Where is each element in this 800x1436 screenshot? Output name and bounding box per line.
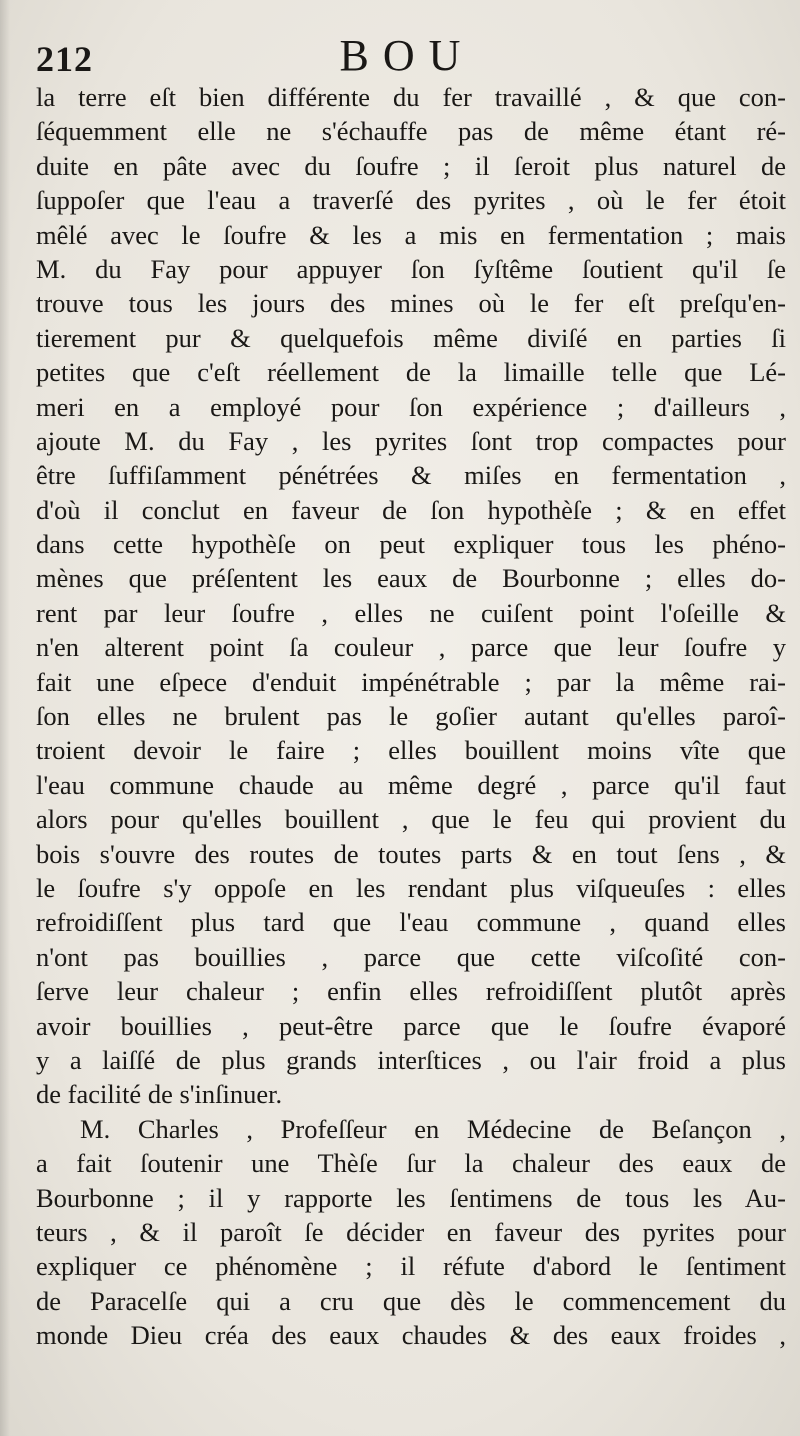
paragraph-end-line: de facilité de s'inſinuer.	[36, 1079, 283, 1110]
page-header	[36, 30, 764, 80]
text-line: ſuppoſer que l'eau a traverſé des pyrites , où le fer étoit	[36, 185, 786, 216]
text-line: troient devoir le faire ; elles bouillent moins vîte que	[36, 735, 786, 766]
text-line: dans cette hypothèſe on peut expliquer tous les phéno-	[36, 529, 786, 560]
paragraph-start-line: M. Charles , Profeſſeur en Médecine de Beſançon ,	[80, 1113, 786, 1144]
text-line: être ſuffiſamment pénétrées & miſes en fermentation ,	[36, 460, 786, 491]
text-line: la terre eſt bien différente du fer travaillé , & que con-	[36, 82, 786, 112]
text-line: teurs , & il paroît ſe décider en faveur des pyrites pour	[36, 1216, 786, 1247]
text-line: mêlé avec le ſoufre & les a mis en fermentation ; mais	[36, 219, 786, 250]
text-line: trouve tous les jours des mines où le fer eſt preſqu'en-	[36, 288, 786, 319]
text-line: bois s'ouvre des routes de toutes parts & en tout ſens , &	[36, 838, 786, 869]
text-line: d'où il conclut en faveur de ſon hypothèſe ; & en effet	[36, 494, 786, 525]
text-line: fait une eſpece d'enduit impénétrable ; par la même rai-	[36, 666, 786, 697]
body-text	[36, 80, 786, 1352]
text-line: duite en pâte avec du ſoufre ; il ſeroit plus naturel de	[36, 150, 786, 181]
text-line: alors pour qu'elles bouillent , que le feu qui provient du	[36, 804, 786, 835]
text-line: meri en a employé pour ſon expérience ; d'ailleurs ,	[36, 391, 786, 422]
text-line: de Paracelſe qui a cru que dès le commencement du	[36, 1285, 786, 1316]
page-gutter-shadow	[0, 0, 10, 1436]
text-line: expliquer ce phénomène ; il réfute d'abord le ſentiment	[36, 1251, 786, 1282]
page-number: 212	[36, 39, 93, 79]
text-line: monde Dieu créa des eaux chaudes & des eaux froides ,	[36, 1320, 786, 1351]
text-line: avoir bouillies , peut-être parce que le ſoufre évaporé	[36, 1010, 786, 1041]
text-line: mènes que préſentent les eaux de Bourbonne ; elles do-	[36, 563, 786, 594]
text-line: y a laiſſé de plus grands interſtices , ou l'air froid a plus	[36, 1044, 786, 1075]
text-line: ſéquemment elle ne s'échauffe pas de même étant ré-	[36, 116, 786, 147]
text-line: l'eau commune chaude au même degré , parce qu'il faut	[36, 769, 786, 800]
text-line: n'ont pas bouillies , parce que cette viſcoſité con-	[36, 941, 786, 972]
text-line: ſerve leur chaleur ; enfin elles refroidiſſent plutôt après	[36, 976, 786, 1007]
text-line: Bourbonne ; il y rapporte les ſentimens de tous les Au-	[36, 1182, 786, 1213]
running-head: BOU	[339, 31, 475, 80]
text-line: petites que c'eſt réellement de la limaille telle que Lé-	[36, 357, 786, 388]
text-line: tierement pur & quelquefois même diviſé en parties ſi	[36, 322, 786, 353]
text-line: ſon elles ne brulent pas le goſier autant qu'elles paroî-	[36, 701, 786, 732]
text-line: le ſoufre s'y oppoſe en les rendant plus viſqueuſes : elles	[36, 872, 786, 903]
text-line: ajoute M. du Fay , les pyrites ſont trop compactes pour	[36, 425, 786, 456]
text-line: M. du Fay pour appuyer ſon ſyſtême ſoutient qu'il ſe	[36, 253, 786, 284]
text-line: refroidiſſent plus tard que l'eau commune , quand elles	[36, 907, 786, 938]
text-line: a fait ſoutenir une Thèſe ſur la chaleur des eaux de	[36, 1148, 786, 1179]
text-line: n'en alterent point ſa couleur , parce que leur ſoufre y	[36, 632, 786, 663]
text-line: rent par leur ſoufre , elles ne cuiſent point l'oſeille &	[36, 597, 786, 628]
